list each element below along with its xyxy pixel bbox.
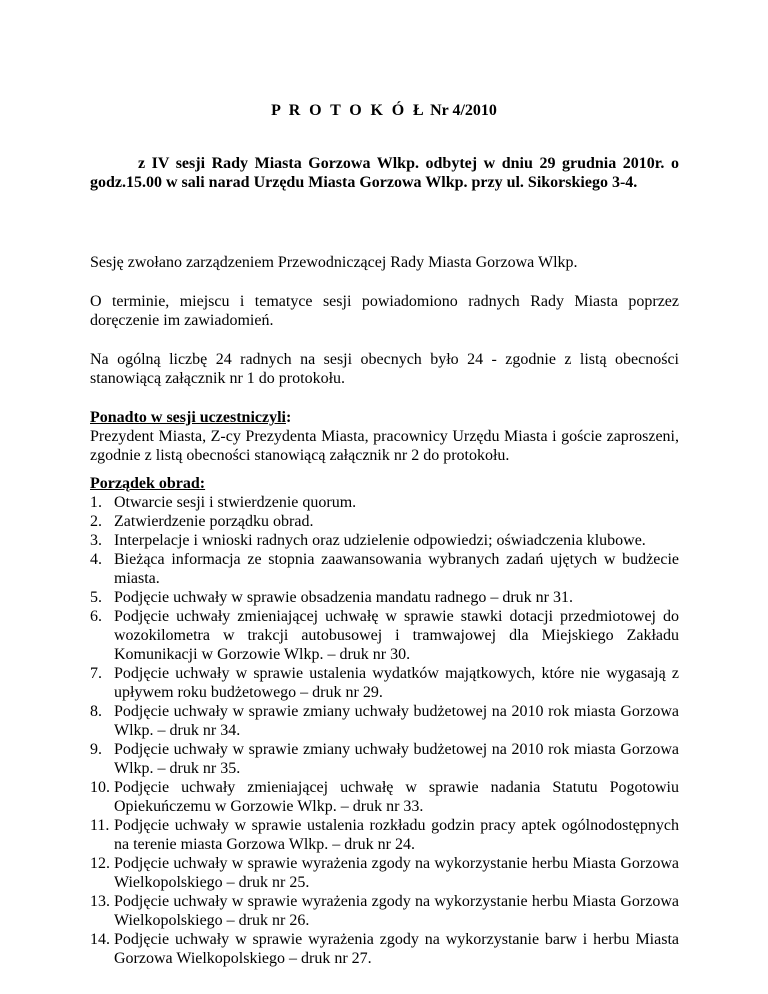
title-number: Nr 4/2010 <box>430 102 497 119</box>
agenda-item-text: Podjęcie uchwały w sprawie obsadzenia mandatu radnego – druk nr 31. <box>114 589 573 606</box>
agenda-item-number: 12. <box>90 855 110 872</box>
agenda-item <box>90 854 679 892</box>
agenda-item-text: Podjęcie uchwały w sprawie ustalenia rozkładu godzin pracy aptek ogólnodostępnych na terenie miasta Gorzowa Wlkp. – druk nr 24. <box>114 817 679 853</box>
agenda-list <box>90 493 679 968</box>
agenda-item-number: 3. <box>90 532 102 549</box>
agenda-item-number: 1. <box>90 494 102 511</box>
attendees-heading: Ponadto w sesji uczestniczyli <box>90 409 286 426</box>
agenda-item-number: 13. <box>90 893 110 910</box>
agenda-item <box>90 816 679 854</box>
agenda-item-text: Podjęcie uchwały w sprawie wyrażenia zgody na wykorzystanie herbu Miasta Gorzowa Wielkopolskiego – druk nr 25. <box>114 855 679 891</box>
agenda-item-number: 2. <box>90 513 102 530</box>
paragraph-attendance: Na ogólną liczbę 24 radnych na sesji obecnych było 24 - zgodnie z listą obecności stanowiącą załącznik nr 1 do protokołu. <box>90 351 679 387</box>
agenda-item <box>90 493 679 512</box>
attendees-text: Prezydent Miasta, Z-cy Prezydenta Miasta, pracownicy Urzędu Miasta i goście zaproszeni, zgodnie z listą obecności stanowiącą załącznik nr 2 do protokołu. <box>90 428 679 464</box>
agenda-item-text: Otwarcie sesji i stwierdzenie quorum. <box>114 494 357 511</box>
agenda-item-text: Podjęcie uchwały zmieniającej uchwałę w sprawie stawki dotacji przedmiotowej do wozokilometra w trakcji autobusowej i tramwajowej dla Miejskiego Zakładu Komunikacji w Gorzowie Wlkp. – druk nr 30. <box>114 608 679 663</box>
agenda-item <box>90 607 679 664</box>
document-title <box>0 101 768 120</box>
agenda-item <box>90 550 679 588</box>
agenda-item-number: 8. <box>90 703 102 720</box>
agenda-item-number: 7. <box>90 665 102 682</box>
session-subtitle: z IV sesji Rady Miasta Gorzowa Wlkp. odbytej w dniu 29 grudnia 2010r. o godz.15.00 w sali narad Urzędu Miasta Gorzowa Wlkp. przy ul. Sikorskiego 3-4. <box>90 155 679 191</box>
paragraph-convened: Sesję zwołano zarządzeniem Przewodniczącej Rady Miasta Gorzowa Wlkp. <box>90 254 578 271</box>
agenda-item <box>90 531 679 550</box>
agenda-item-text: Podjęcie uchwały w sprawie zmiany uchwały budżetowej na 2010 rok miasta Gorzowa Wlkp. – druk nr 35. <box>114 741 679 777</box>
agenda-item-number: 6. <box>90 608 102 625</box>
agenda-item <box>90 778 679 816</box>
agenda-item-text: Podjęcie uchwały w sprawie wyrażenia zgody na wykorzystanie barw i herbu Miasta Gorzowa Wielkopolskiego – druk nr 27. <box>114 931 679 967</box>
title-prefix: P R O T O K Ó Ł <box>271 102 427 119</box>
agenda-item-number: 9. <box>90 741 102 758</box>
agenda-section <box>90 474 679 968</box>
agenda-item <box>90 892 679 930</box>
agenda-item <box>90 930 679 968</box>
agenda-item-text: Bieżąca informacja ze stopnia zaawansowania wybranych zadań ujętych w budżecie miasta. <box>114 551 679 587</box>
agenda-item-number: 10. <box>90 779 110 796</box>
agenda-item-text: Interpelacje i wnioski radnych oraz udzielenie odpowiedzi; oświadczenia klubowe. <box>114 532 646 549</box>
agenda-item-number: 14. <box>90 931 110 948</box>
agenda-item-text: Podjęcie uchwały zmieniającej uchwałę w sprawie nadania Statutu Pogotowiu Opiekuńczemu w Gorzowie Wlkp. – druk nr 33. <box>114 779 679 815</box>
agenda-item-text: Podjęcie uchwały w sprawie ustalenia wydatków majątkowych, które nie wygasają z upływem roku budżetowego – druk nr 29. <box>114 665 679 701</box>
agenda-item-number: 4. <box>90 551 102 568</box>
attendees-section <box>90 408 679 465</box>
attendees-colon: : <box>285 409 292 426</box>
paragraph-notification: O terminie, miejscu i tematyce sesji powiadomiono radnych Rady Miasta poprzez doręczenie im zawiadomień. <box>90 293 679 329</box>
agenda-item <box>90 702 679 740</box>
agenda-heading: Porządek obrad: <box>90 475 206 492</box>
agenda-item <box>90 740 679 778</box>
agenda-item-number: 5. <box>90 589 102 606</box>
agenda-item-number: 11. <box>90 817 110 834</box>
agenda-item-text: Podjęcie uchwały w sprawie zmiany uchwały budżetowej na 2010 rok miasta Gorzowa Wlkp. – druk nr 34. <box>114 703 679 739</box>
agenda-item-text: Podjęcie uchwały w sprawie wyrażenia zgody na wykorzystanie herbu Miasta Gorzowa Wielkopolskiego – druk nr 26. <box>114 893 679 929</box>
agenda-item-text: Zatwierdzenie porządku obrad. <box>114 513 314 530</box>
agenda-item <box>90 664 679 702</box>
agenda-item <box>90 512 679 531</box>
agenda-item <box>90 588 679 607</box>
